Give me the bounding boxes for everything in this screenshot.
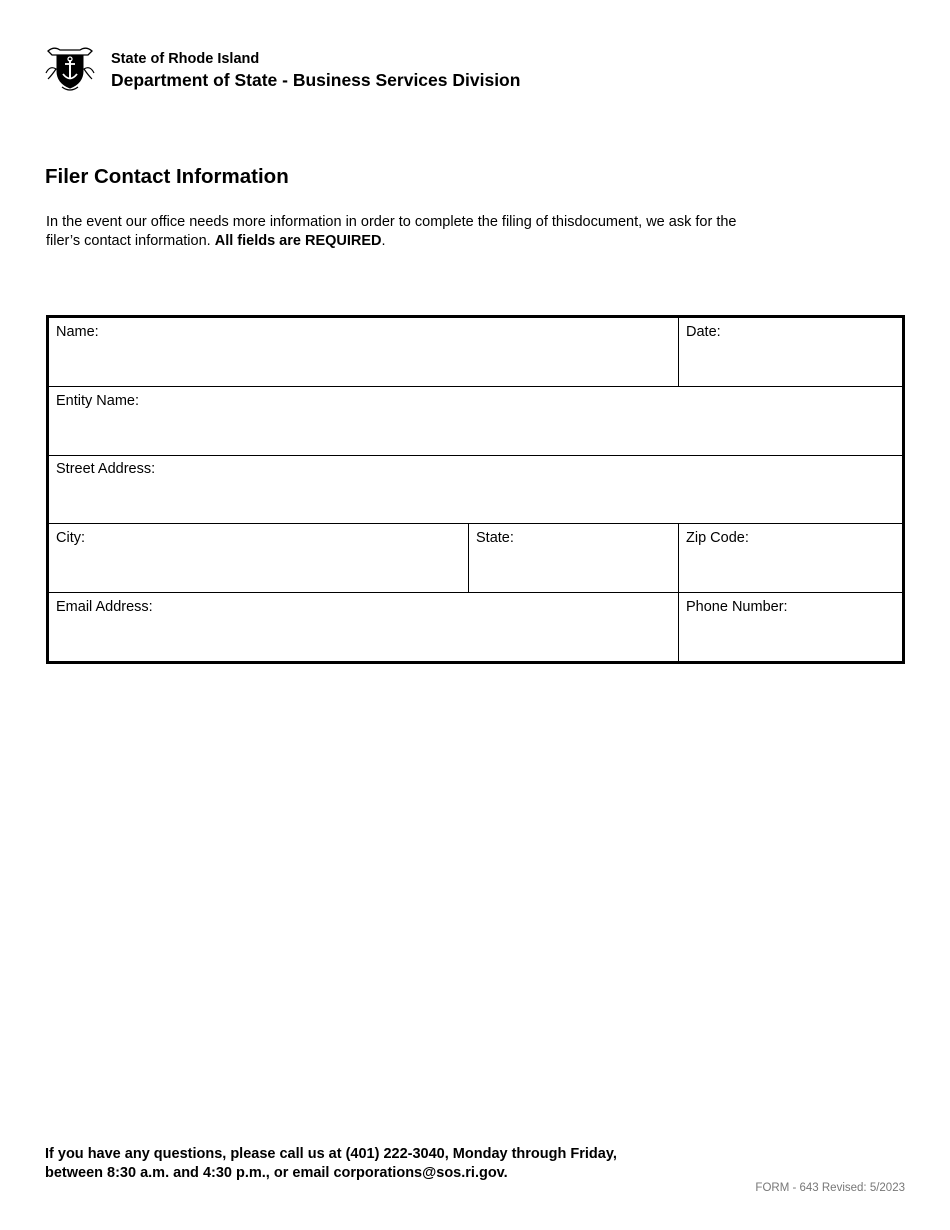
zip-code-field[interactable]	[679, 524, 902, 592]
entity-name-label: Entity Name:	[56, 393, 139, 409]
contact-footer	[45, 1145, 617, 1183]
email-address-field[interactable]	[49, 593, 678, 661]
required-notice: All fields are REQUIRED	[214, 233, 382, 249]
department-name: Department of State - Business Services Division	[111, 70, 521, 90]
state-label: State:	[476, 530, 514, 546]
date-field[interactable]	[679, 318, 902, 386]
date-label: Date:	[686, 324, 721, 340]
street-address-field[interactable]	[49, 455, 902, 523]
entity-name-field[interactable]	[49, 387, 902, 455]
zip-code-label: Zip Code:	[686, 530, 749, 546]
intro-line-1: In the event our office needs more information in order to complete the filing of thisdocument, we ask for the	[46, 214, 737, 230]
city-field[interactable]	[49, 524, 468, 592]
state-name: State of Rhode Island	[111, 51, 260, 67]
footer-line-2: between 8:30 a.m. and 4:30 p.m., or email corporations@sos.ri.gov.	[45, 1165, 508, 1181]
footer-line-1: If you have any questions, please call us at (401) 222-3040, Monday through Friday,	[45, 1146, 617, 1162]
form-revision-id: FORM - 643 Revised: 5/2023	[755, 1182, 905, 1194]
page-title: Filer Contact Information	[45, 165, 289, 188]
intro-line-2	[46, 232, 806, 251]
intro-paragraph	[46, 213, 806, 251]
email-address-label: Email Address:	[56, 599, 153, 615]
name-label: Name:	[56, 324, 99, 340]
phone-number-label: Phone Number:	[686, 599, 788, 615]
filer-contact-form	[46, 315, 905, 664]
state-field[interactable]	[469, 524, 678, 592]
state-seal-icon	[44, 43, 96, 93]
phone-number-field[interactable]	[679, 593, 902, 661]
name-field[interactable]	[49, 318, 678, 386]
intro-line-2-text: filer’s contact information.	[46, 233, 215, 249]
street-address-label: Street Address:	[56, 461, 156, 477]
intro-line-2-period: .	[381, 233, 386, 249]
city-label: City:	[56, 530, 85, 546]
